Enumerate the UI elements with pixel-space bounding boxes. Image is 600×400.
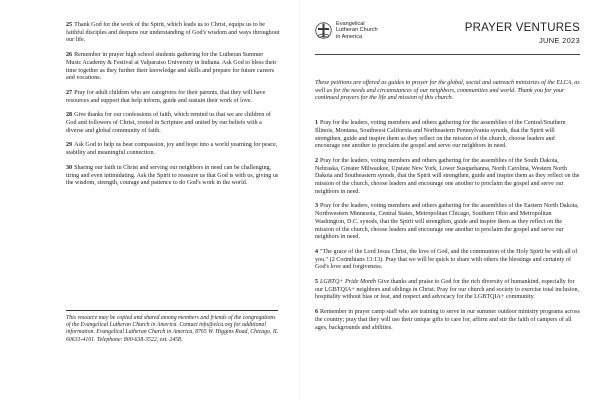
prayer-text: Pray for the leaders, voting members and others gathering for the assemblies of the Central/Southern Illinois, Montana, Southwest California and Northeastern Pennsylvania synods, that the Spirit will strengthen, guide and inspire them as they reflect on the mission of the church, choose leaders and encourage one another to proclaim the gospel and serve our neighbors in need. [315,120,566,150]
prayer-item-3 [315,203,580,242]
title-block [465,22,580,45]
prayer-number: 28 [66,112,73,119]
prayer-text: Give thanks for our confessions of faith, which remind us that we are children of God and followers of Christ, rooted in Scripture and united by our beliefs with a diverse and global community of faith. [66,112,271,134]
prayer-number: 27 [66,89,73,96]
prayer-number: 4 [315,248,319,255]
prayer-number: 6 [315,309,319,316]
prayer-text: Pray for adult children who are caregivers for their parents, that they will have resources and support that help inform, guide and sustain their work of love. [66,89,266,104]
prayer-item-27 [66,90,280,105]
prayer-item-6 [315,309,580,332]
prayer-number: 25 [66,22,73,28]
prayer-text: Sharing our faith in Christ and serving our neighbors in need can be challenging, tiring and even intimidating. Ask the Spirit to reassure us that God is with us, giving us the wisdom, strength, courage and patience to do God's work in the world. [66,164,279,187]
prayer-number: 30 [66,164,73,171]
copyright-footer [66,310,278,344]
prayer-number: 2 [315,157,319,164]
prayer-item-1 [315,120,580,151]
prayer-number: 5 [315,279,319,286]
logo-line: in America [336,33,363,40]
prayer-text: Give thanks and praise to God for the rich diversity of humankind, especially for our LGBTQIA+ neighbors and siblings in Christ. Pray for our church and society to exercise total inclusion, hospitality without bias or fear, and respect and advocacy for the LGBTQIA+ community. [315,279,580,301]
right-page [300,0,600,400]
issue-date: JUNE 2023 [538,36,580,45]
intro-paragraph: These petitions are offered as guides to prayer for the global, social and outreach ministries of the ELCA, as well as for the needs and circumstances of our neighbors, communities and world. Thank you for your continued prayers for the life and mission of this church. [315,80,580,102]
footer-text: This resource may be copied and shared among members and friends of the congregations of the Evangelical Lutheran Church in America. Contact info@elca.org for additional information. Evangelical Lutheran Church in America, 8765 W. Higgins Road, Chicago, IL 60631-4101. Telephone: 800-638-3522, ext. 2458. [66,315,278,343]
prayer-item-2 [315,158,580,197]
prayer-item-4 [315,249,580,272]
elca-cross-logo-icon [315,21,332,40]
logo-line: Evangelical [336,21,365,28]
prayer-text: Pray for the leaders, voting members and others gathering for the assemblies of the South Dakota, Nebraska, Greater Milwaukee, Upstate New York, Lower Susquehanna, North Carolina, Western North Dakota and Southeastern synods, that the Spirit will strengthen, guide and inspire them as they reflect on the mission of the church, choose leaders and encourage one another to proclaim the gospel and serve our neighbors in need. [315,157,580,195]
prayer-number: 26 [66,52,73,59]
header-rule [315,54,580,55]
prayer-text: "The grace of the Lord Jesus Christ, the love of God, and the communion of the Holy Spirit be with all of you." (2 Corinthians 13:13). Pray that we will be quick to share with others the blessings and certainty of God's love and forgiveness. [315,248,578,271]
prayer-item-28 [66,112,280,135]
logo-line: Lutheran Church [336,27,378,34]
observance-label: LGBTQ+ Pride Month [320,279,376,286]
logo-wordmark [336,21,378,39]
prayer-text: Remember in prayer high school students gathering for the Lutheran Summer Music Academy & Festival at Valparaiso University in Indiana. Ask God to bless their time together as they further their knowledge and skills and prepare for future careers and vocations. [66,52,277,82]
prayer-item-29 [66,142,280,157]
page-header [315,18,580,54]
prayer-item-25 [66,22,280,45]
prayer-item-5 [315,279,580,302]
prayer-number: 3 [315,203,319,210]
prayer-number: 29 [66,142,73,149]
prayer-item-30 [66,165,280,188]
page-title: PRAYER VENTURES [464,22,580,34]
prayer-text: Remember in prayer camp staff who are training to serve in our summer outdoor ministry programs across the country; pray that they will use their unique gifts to care for, affirm and stir the faith of campers of all ages, backgrounds and abilities. [315,309,580,331]
prayer-item-26 [66,52,280,83]
prayer-text: Ask God to help us bear compassion, joy and hope into a world yearning for peace, stability and meaningful connection. [66,142,278,157]
prayer-number: 1 [315,120,319,127]
elca-logo [315,21,378,40]
prayer-text: Thank God for the work of the Spirit, which leads us to Christ, equips us to be faithful disciples and deepens our understanding of God's wisdom and ways throughout our life. [66,22,280,44]
prayer-text: Pray for the leaders, voting members and others gathering for the assemblies of the Eastern North Dakota, Northwestern Minnesota, Central States, Metropolitan Chicago, Southern Ohio and Metropolitan Washington, D.C. synods, that the Spirit will strengthen, guide and inspire them as they reflect on the mission of the church, choose leaders and encourage one another to proclaim the gospel and serve our neighbors in need. [315,203,579,241]
